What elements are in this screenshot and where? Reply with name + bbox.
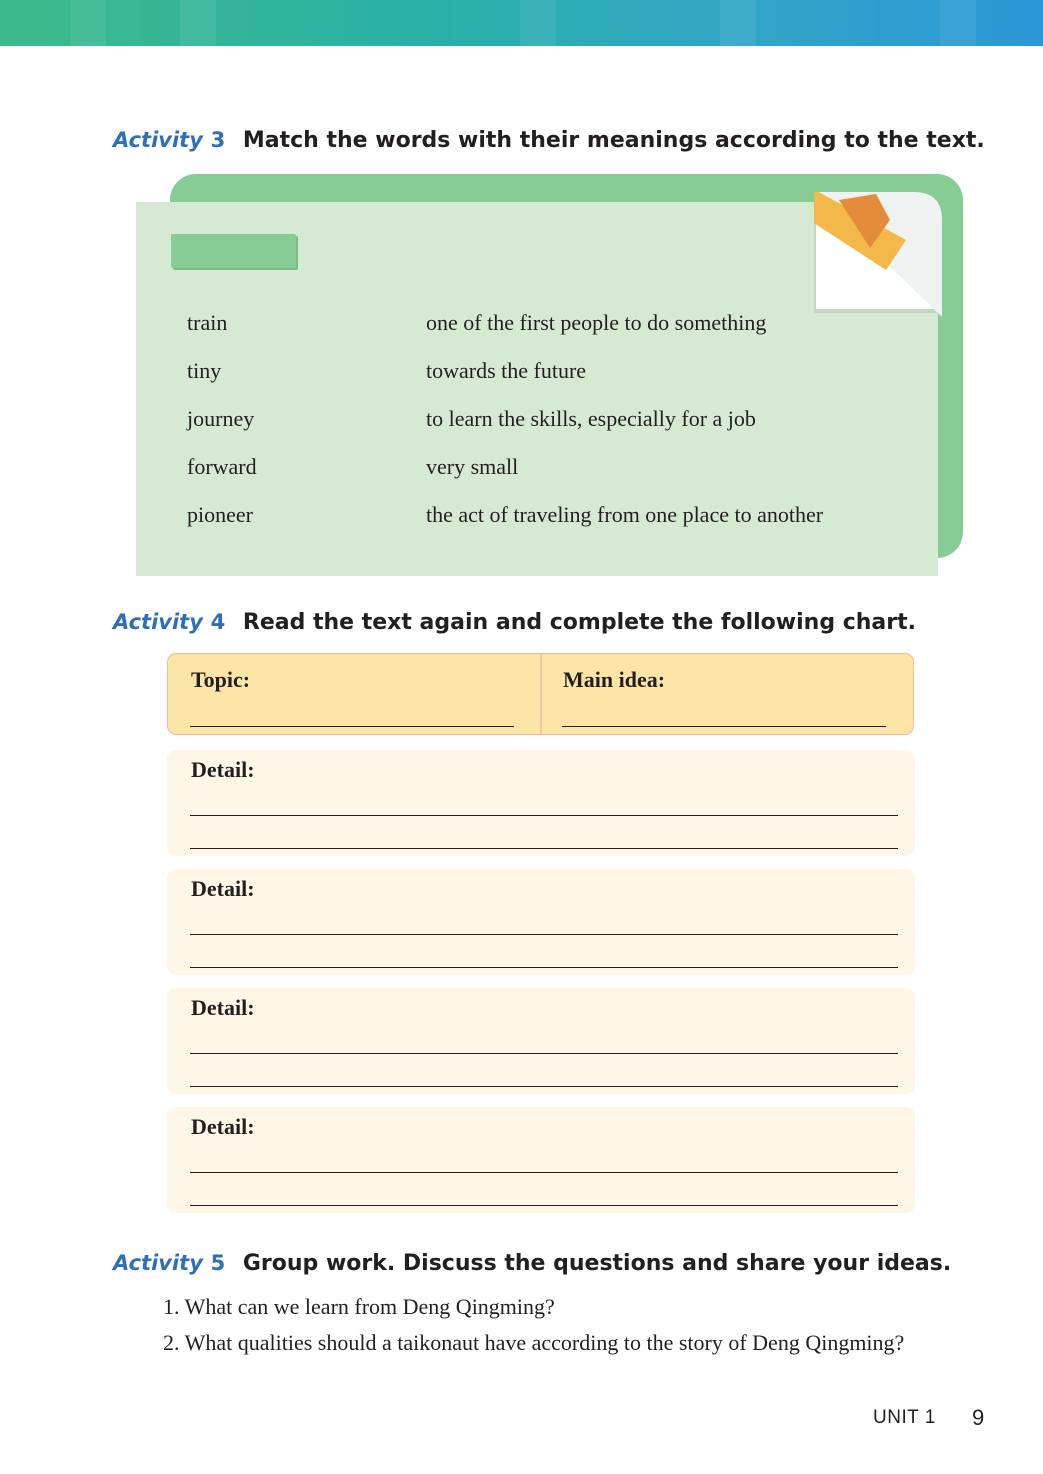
- activity-label: Activity: [113, 1251, 203, 1275]
- activity-instruction: Match the words with their meanings according to the text.: [242, 128, 985, 153]
- detail-answer-line[interactable]: [190, 1205, 898, 1206]
- topic-divider: [540, 654, 542, 734]
- activity-label: Activity: [113, 610, 203, 634]
- detail-box: [167, 869, 915, 975]
- match-word: train: [187, 310, 228, 335]
- detail-label: Detail:: [191, 1114, 255, 1139]
- page-curl-icon: [814, 192, 942, 317]
- activity-number: 3: [210, 128, 226, 152]
- activity-instruction: Read the text again and complete the following chart.: [242, 610, 917, 635]
- detail-label: Detail:: [191, 995, 255, 1020]
- unit-label: UNIT 1: [873, 1407, 936, 1428]
- detail-answer-line[interactable]: [190, 1086, 898, 1087]
- card-tab: [171, 234, 296, 268]
- detail-label: Detail:: [191, 757, 255, 782]
- banner-stripe: [70, 0, 106, 46]
- topic-label: Topic:: [191, 667, 251, 692]
- banner-stripe: [940, 0, 976, 46]
- activity-number: 5: [210, 1251, 226, 1275]
- match-meaning: towards the future: [426, 358, 587, 383]
- detail-box: [167, 750, 915, 856]
- activity-number: 4: [210, 610, 226, 634]
- detail-answer-line[interactable]: [190, 848, 898, 849]
- match-word: forward: [187, 454, 257, 479]
- activity-5-heading: [113, 1251, 951, 1276]
- match-meaning: to learn the skills, especially for a job: [426, 406, 756, 431]
- activity-instruction: Group work. Discuss the questions and share your ideas.: [242, 1251, 952, 1276]
- activity-4-heading: [113, 610, 916, 635]
- detail-answer-line[interactable]: [190, 967, 898, 968]
- activity-3-heading: [113, 128, 985, 153]
- detail-answer-line[interactable]: [190, 934, 898, 935]
- match-word: tiny: [187, 358, 222, 383]
- detail-box: [167, 1107, 915, 1213]
- topic-answer-line[interactable]: [190, 726, 514, 727]
- activity-label: Activity: [113, 128, 203, 152]
- banner-stripe: [520, 0, 556, 46]
- top-banner: [0, 0, 1043, 46]
- detail-box: [167, 988, 915, 1094]
- detail-label: Detail:: [191, 876, 255, 901]
- match-meaning: one of the first people to do something: [426, 310, 767, 335]
- match-word: pioneer: [187, 502, 253, 527]
- match-word: journey: [187, 406, 255, 431]
- main-idea-answer-line[interactable]: [562, 726, 886, 727]
- banner-stripe: [180, 0, 216, 46]
- banner-stripe: [720, 0, 756, 46]
- match-meaning: the act of traveling from one place to another: [426, 502, 824, 527]
- detail-answer-line[interactable]: [190, 1172, 898, 1173]
- discussion-question: 2. What qualities should a taikonaut have according to the story of Deng Qingming?: [163, 1330, 905, 1355]
- discussion-question: 1. What can we learn from Deng Qingming?: [163, 1294, 555, 1319]
- detail-answer-line[interactable]: [190, 1053, 898, 1054]
- detail-answer-line[interactable]: [190, 815, 898, 816]
- main-idea-label: Main idea:: [563, 667, 666, 692]
- match-meaning: very small: [426, 454, 519, 479]
- page-number: 9: [972, 1405, 985, 1430]
